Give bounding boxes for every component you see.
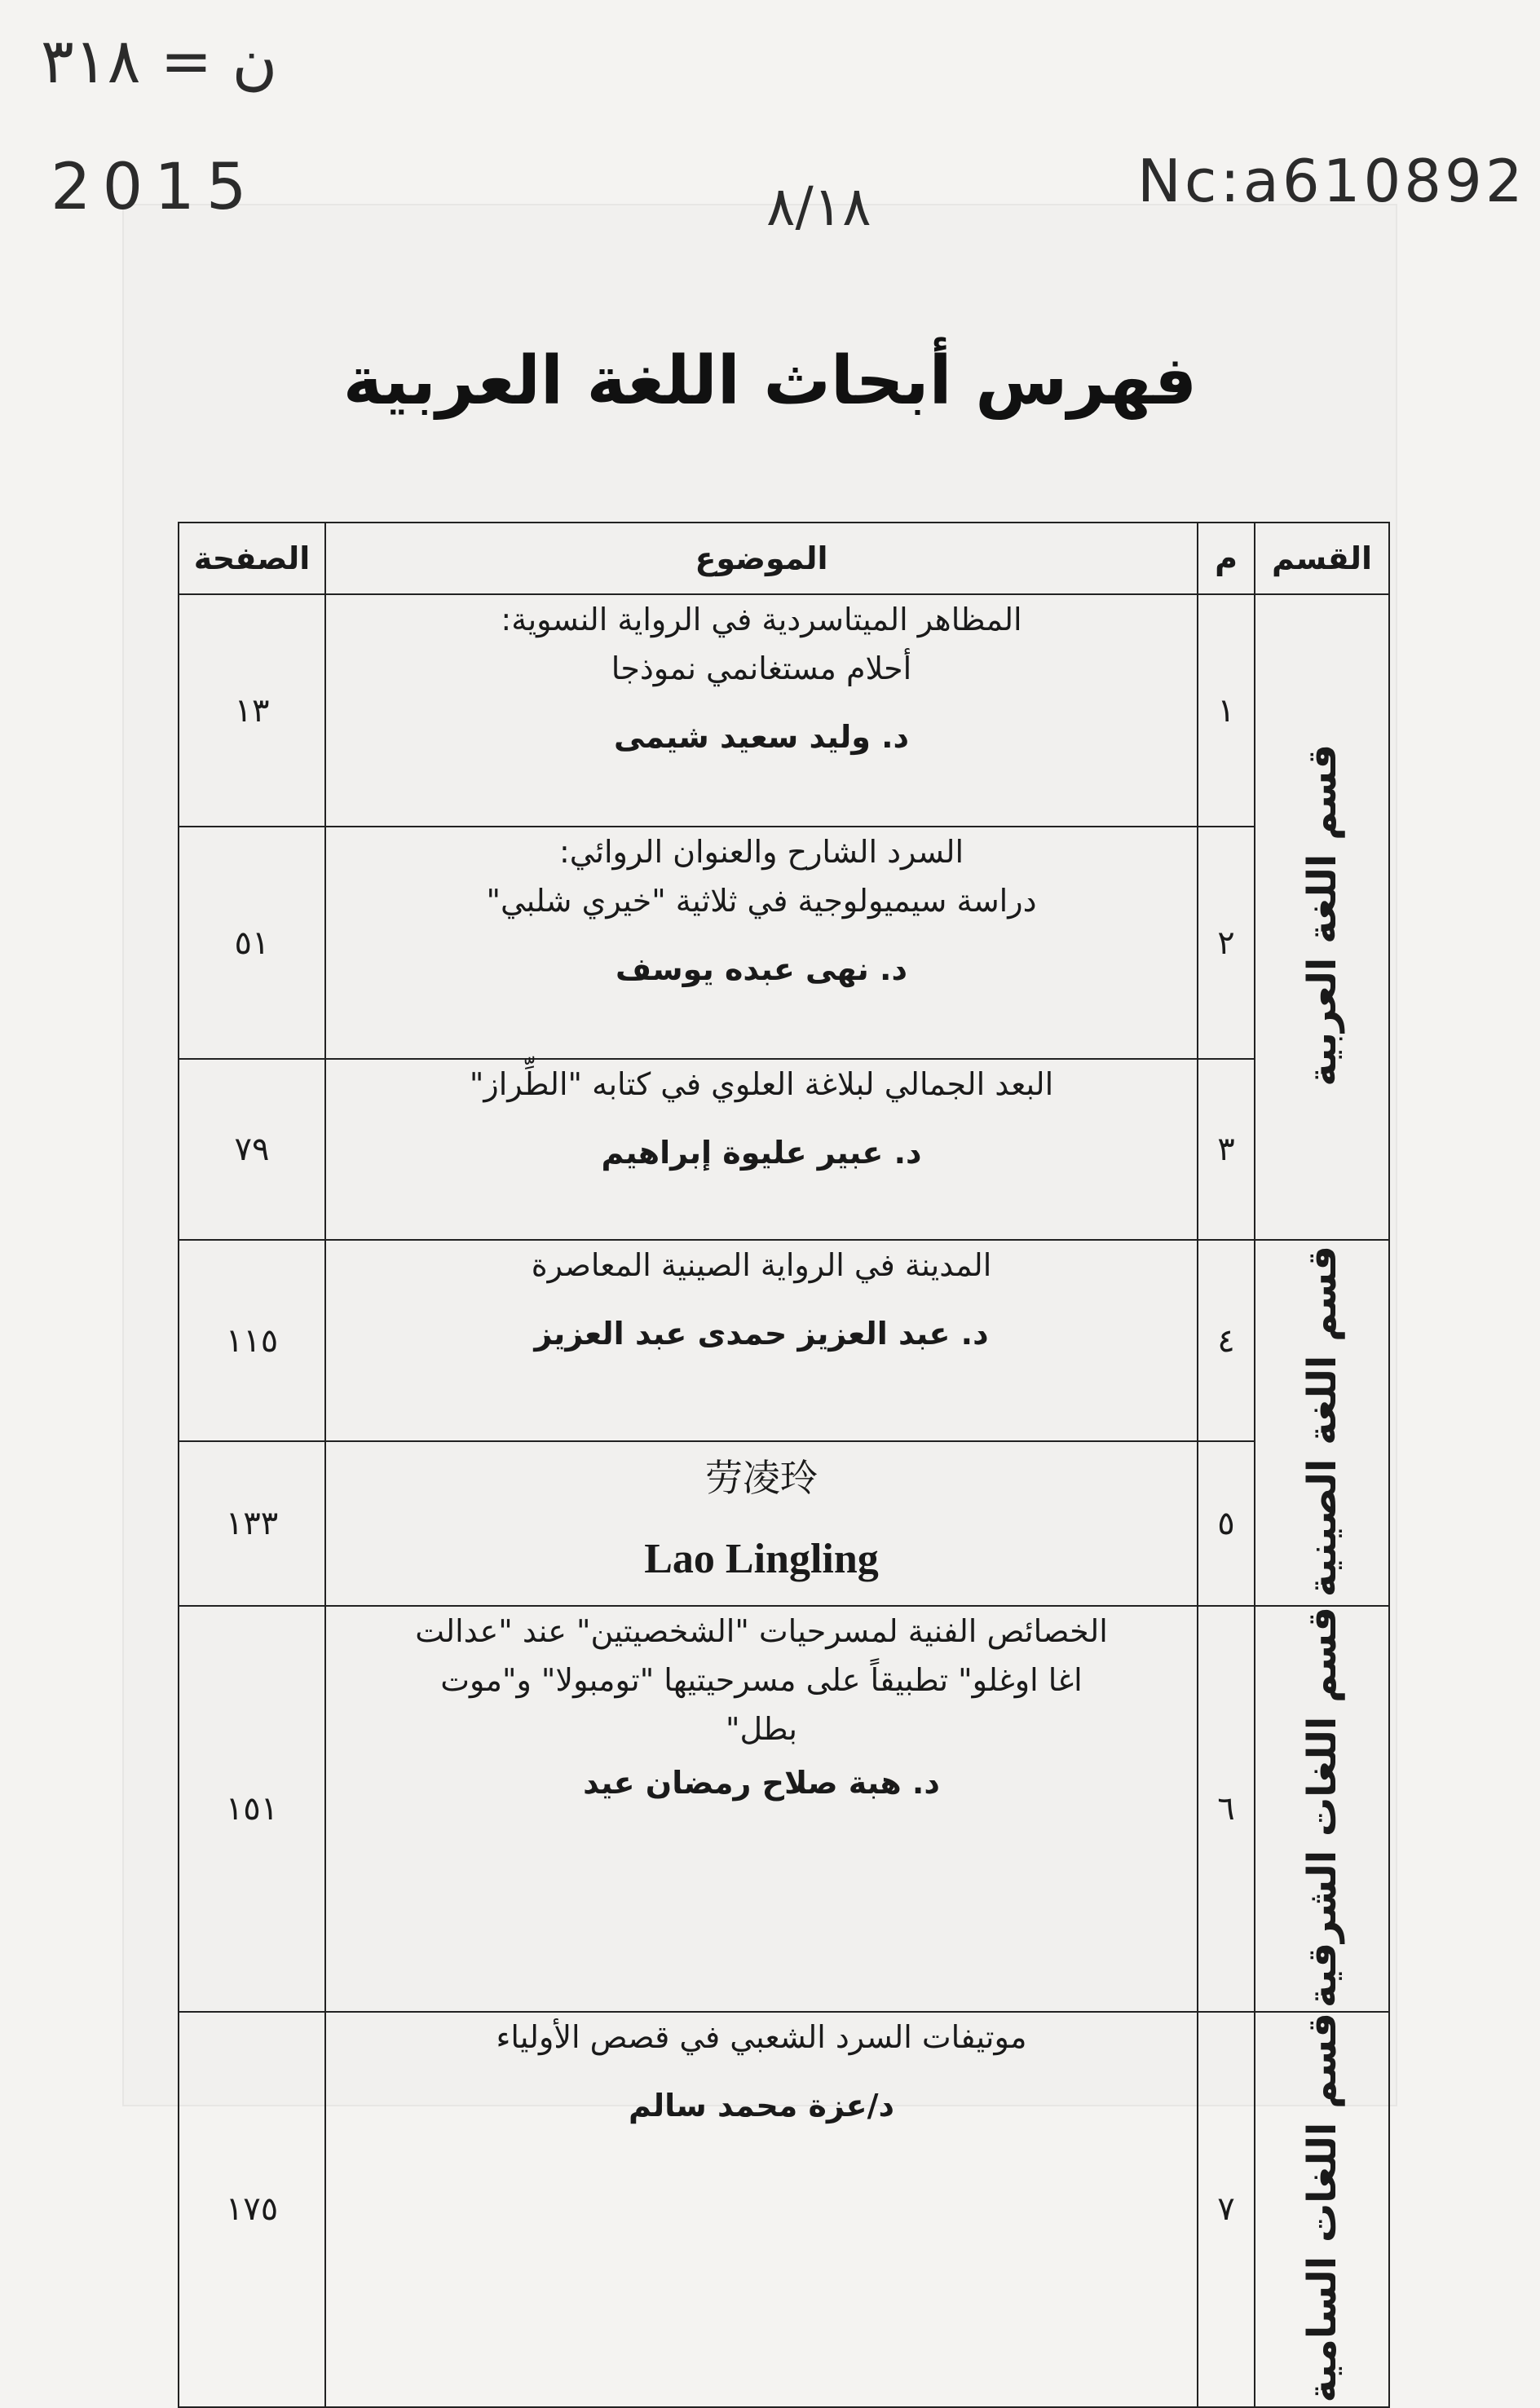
topic-line: البعد الجمالي لبلاغة العلوي في كتابه "الطِّراز" [469, 1066, 1054, 1102]
handwritten-page-mark: ٨/١٨ [766, 175, 871, 238]
section-cell-arabic [1255, 594, 1389, 1240]
author-name-latin: Lao Lingling [644, 1536, 879, 1582]
page-title: فهرس أبحاث اللغة العربية [342, 342, 1198, 420]
section-cell-chinese [1255, 1240, 1389, 1606]
row-number: ٧ [1198, 2012, 1255, 2407]
subject-cell [325, 1059, 1198, 1240]
section-cell-semitic [1255, 2012, 1389, 2407]
subject-cell [325, 1441, 1198, 1606]
author-name: د. عبير عليوة إبراهيم [601, 1135, 922, 1171]
topic-line: أحلام مستغانمي نموذجا [611, 651, 912, 686]
subject-cell [325, 594, 1198, 827]
row-number: ٢ [1198, 827, 1255, 1059]
topic-line: الخصائص الفنية لمسرحيات "الشخصيتين" عند "عدالت [415, 1613, 1108, 1649]
header-subject: الموضوع [325, 523, 1198, 594]
section-label: قسم اللغة الصينية [1299, 1245, 1345, 1598]
table-row [179, 827, 1389, 1059]
page-number: ٧٩ [179, 1059, 325, 1240]
subject-cell [325, 2012, 1198, 2407]
section-label: قسم اللغة العربية [1299, 744, 1345, 1087]
page-number: ١٣٣ [179, 1441, 325, 1606]
topic-line: بطل" [725, 1711, 797, 1747]
subject-cell [325, 827, 1198, 1059]
table-row [179, 2012, 1389, 2407]
row-number: ٥ [1198, 1441, 1255, 1606]
page-number: ١٥١ [179, 1606, 325, 2012]
table-row [179, 1059, 1389, 1240]
handwritten-count: ن = ٣١٨ [41, 24, 278, 97]
author-name: د/عزة محمد سالم [629, 2088, 894, 2124]
subject-cell [325, 1240, 1198, 1441]
page-number: ١٣ [179, 594, 325, 827]
subject-cell [325, 1606, 1198, 2012]
table-row [179, 1606, 1389, 2012]
page-number: ١١٥ [179, 1240, 325, 1441]
header-section: القسم [1255, 523, 1389, 594]
page-number: ٥١ [179, 827, 325, 1059]
topic-line: موتيفات السرد الشعبي في قصص الأولياء [496, 2019, 1027, 2056]
row-number: ١ [1198, 594, 1255, 827]
author-name: د. نهى عبده يوسف [616, 951, 907, 987]
topic-line: السرد الشارح والعنوان الروائي: [558, 834, 964, 870]
topic-line: دراسة سيميولوجية في ثلاثية "خيري شلبي" [486, 883, 1037, 919]
handwritten-year: 2015 [51, 151, 258, 224]
author-name: د. هبة صلاح رمضان عيد [583, 1765, 940, 1801]
author-name-chinese: 劳凌玲 [705, 1456, 818, 1500]
row-number: ٦ [1198, 1606, 1255, 2012]
table-header-row [179, 523, 1389, 594]
row-number: ٣ [1198, 1059, 1255, 1240]
page-number: ١٧٥ [179, 2012, 325, 2407]
header-number: م [1198, 523, 1255, 594]
author-name: د. عبد العزيز حمدى عبد العزيز [534, 1316, 989, 1352]
section-label: قسم اللغات الشرقية [1299, 1607, 1345, 2009]
author-name: د. وليد سعيد شيمى [613, 719, 910, 755]
table-row [179, 594, 1389, 827]
header-page: الصفحة [179, 523, 325, 594]
topic-line: المدينة في الرواية الصينية المعاصرة [531, 1247, 992, 1283]
section-label: قسم اللغات السامية [1299, 2013, 1345, 2403]
row-number: ٤ [1198, 1240, 1255, 1441]
topic-line: اغا اوغلو" تطبيقاً على مسرحيتيها "تومبولا" و"موت [440, 1662, 1083, 1698]
table-row [179, 1240, 1389, 1441]
section-cell-oriental [1255, 1606, 1389, 2012]
index-table [178, 522, 1390, 2408]
topic-line: المظاهر الميتاسردية في الرواية النسوية: [501, 602, 1022, 637]
table-row [179, 1441, 1389, 1606]
handwritten-reference: Nc:a610892 [1137, 147, 1526, 215]
